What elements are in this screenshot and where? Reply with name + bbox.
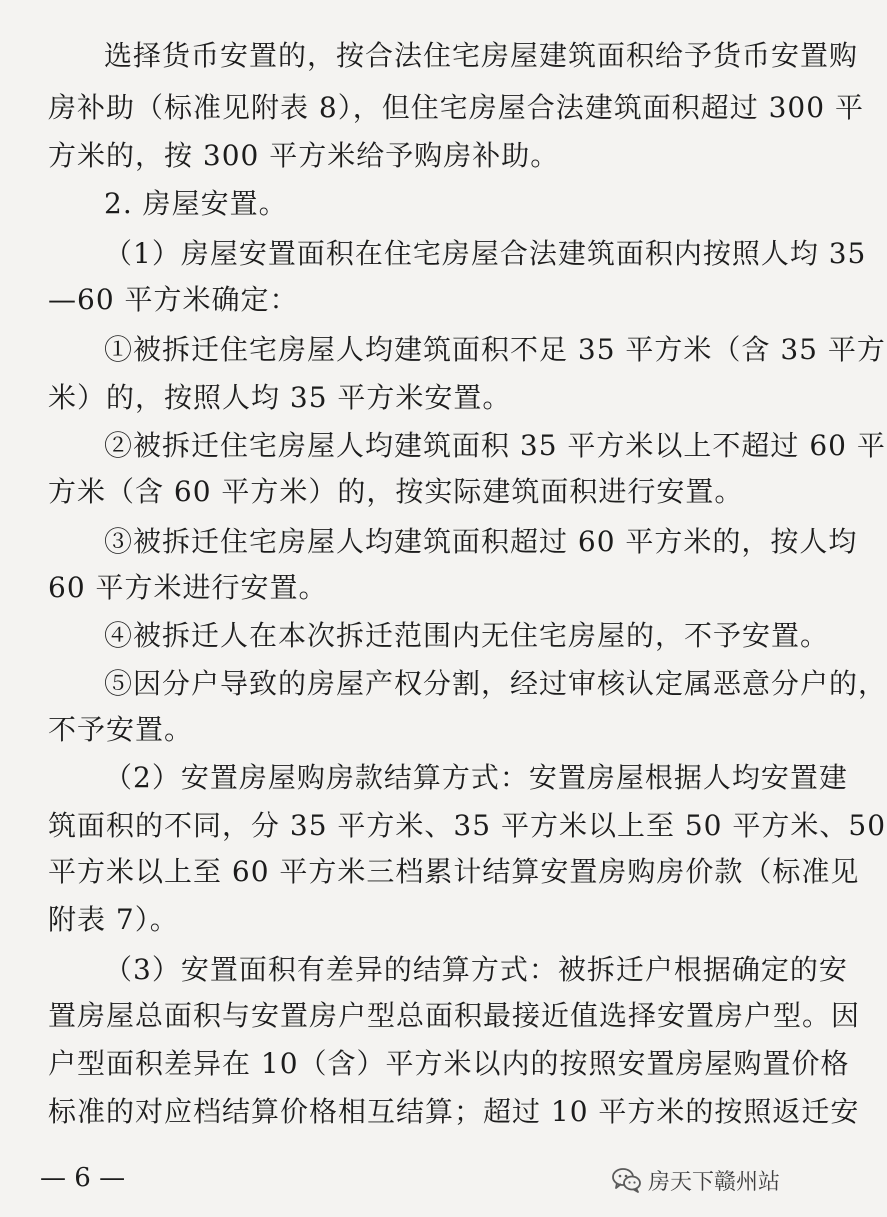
text-line: 选择货币安置的，按合法住宅房屋建筑面积给予货币安置购 [104, 39, 859, 72]
text-line: 附表 7）。 [48, 903, 179, 936]
text-line: （2）安置房屋购房款结算方式：安置房屋根据人均安置建 [104, 761, 848, 794]
watermark-text: 房天下赣州站 [648, 1169, 781, 1195]
text-line: ⑤因分户导致的房屋产权分割，经过审核认定属恶意分户的， [104, 667, 887, 700]
section-heading: 2. 房屋安置。 [104, 187, 288, 220]
text-line: （3）安置面积有差异的结算方式：被拆迁户根据确定的安 [104, 953, 848, 986]
text-line: ③被拆迁住宅房屋人均建筑面积超过 60 平方米的，按人均 [104, 525, 858, 558]
text-line: 不予安置。 [48, 713, 194, 746]
text-line: 筑面积的不同，分 35 平方米、35 平方米以上至 50 平方米、50 [48, 809, 887, 842]
text-line: —60 平方米确定： [48, 283, 299, 316]
text-line: 方米（含 60 平方米）的，按实际建筑面积进行安置。 [48, 475, 744, 508]
text-line: （1）房屋安置面积在住宅房屋合法建筑面积内按照人均 35 [104, 237, 867, 270]
text-line: 标准的对应档结算价格相互结算；超过 10 平方米的按照返迁安 [48, 1095, 860, 1128]
watermark [612, 1164, 780, 1196]
wechat-icon [612, 1167, 642, 1193]
text-line: 方米的，按 300 平方米给予购房补助。 [48, 139, 560, 172]
text-line: 平方米以上至 60 平方米三档累计结算安置房购房价款（标准见 [48, 855, 860, 888]
text-line: 置房屋总面积与安置房户型总面积最接近值选择安置房户型。因 [48, 999, 861, 1032]
text-line: 米）的，按照人均 35 平方米安置。 [48, 381, 512, 414]
text-line: 房补助（标准见附表 8），但住宅房屋合法建筑面积超过 300 平 [48, 91, 864, 124]
text-line: ④被拆迁人在本次拆迁范围内无住宅房屋的，不予安置。 [104, 619, 830, 652]
page-number: — 6 — [40, 1163, 126, 1193]
text-line: ②被拆迁住宅房屋人均建筑面积 35 平方米以上不超过 60 平 [104, 429, 886, 462]
text-line: 60 平方米进行安置。 [48, 571, 328, 604]
text-line: ①被拆迁住宅房屋人均建筑面积不足 35 平方米（含 35 平方 [104, 333, 886, 366]
text-line: 户型面积差异在 10（含）平方米以内的按照安置房屋购置价格 [48, 1047, 850, 1080]
